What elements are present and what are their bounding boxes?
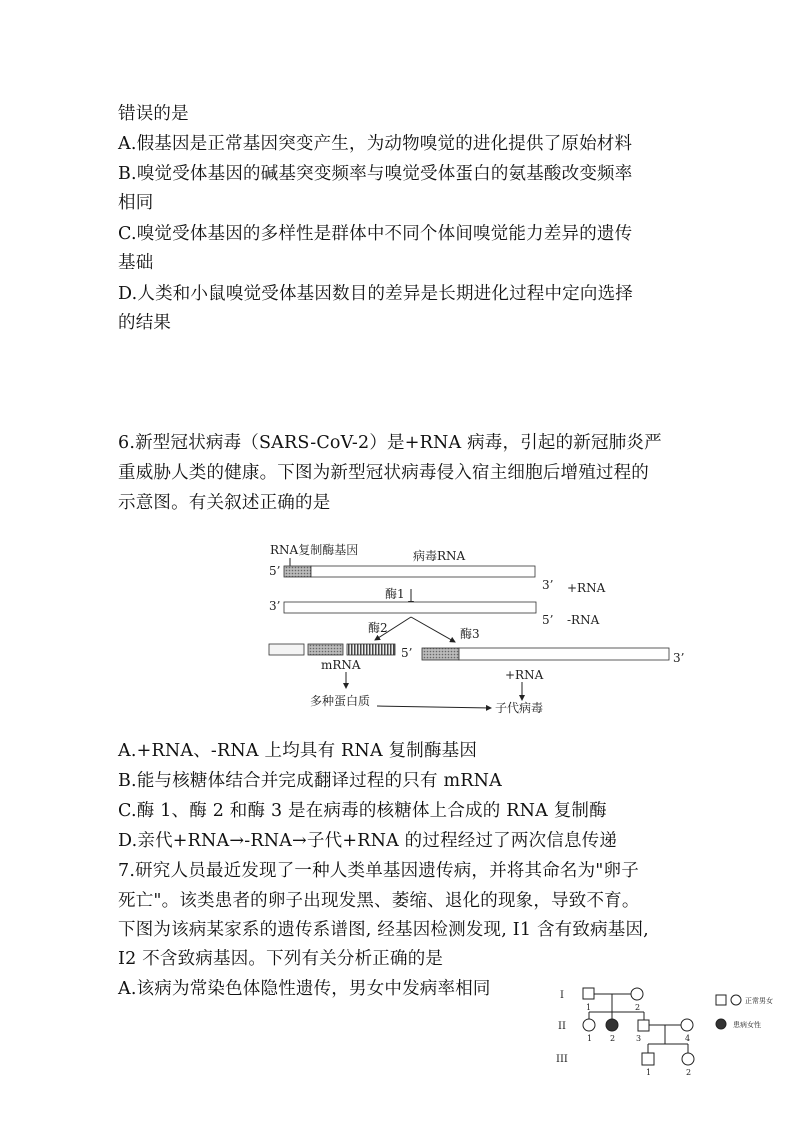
q6-option-b: B.能与核糖体结合并完成翻译过程的只有 mRNA (118, 771, 503, 791)
ii4-number: 4 (685, 1034, 691, 1043)
q5-option-c-cont: 基础 (118, 253, 154, 273)
i2-number: 2 (635, 1003, 641, 1012)
offspring-plus-rna-strand (459, 648, 669, 660)
replicase-gene-segment (284, 566, 311, 577)
i1-number: 1 (586, 1003, 592, 1012)
plus-rna-strand (311, 566, 535, 577)
minus-rna-label: -RNA (567, 613, 600, 627)
iii1-number: 1 (646, 1068, 652, 1077)
legend-affected-text: 患病女性 (733, 1021, 761, 1029)
mrna-segment-3 (347, 644, 395, 655)
minus-rna-3-prime: 3’ (269, 599, 281, 613)
ii4-female (681, 1019, 693, 1031)
proteins-label: 多种蛋白质 (310, 694, 371, 708)
ii2-number: 2 (610, 1034, 616, 1043)
q5-option-b: B.嗅觉受体基因的碱基突变频率与嗅觉受体蛋白的氨基酸改变频率 (118, 164, 633, 184)
enzyme-2-label: 酶2 (368, 621, 388, 635)
ii1-number: 1 (587, 1034, 593, 1043)
iii2-number: 2 (686, 1068, 692, 1077)
q6-option-c: C.酶 1、酶 2 和酶 3 是在病毒的核糖体上合成的 RNA 复制酶 (118, 801, 607, 821)
ii3-number: 3 (636, 1034, 642, 1043)
q6-stem-1: 6.新型冠状病毒（SARS-CoV-2）是+RNA 病毒，引起的新冠肺炎严 (118, 433, 662, 453)
i1-male (583, 988, 594, 999)
ii2-affected-female (606, 1019, 618, 1031)
generation-ii-label: II (558, 1021, 566, 1032)
virus-replication-diagram (255, 530, 705, 720)
q5-option-c: C.嗅觉受体基因的多样性是群体中不同个体间嗅觉能力差异的遗传 (118, 224, 633, 244)
mrna-label: mRNA (321, 658, 361, 672)
q7-option-a: A.该病为常染色体隐性遗传，男女中发病率相同 (118, 979, 491, 999)
plus-rna-bottom-label: +RNA (505, 668, 544, 682)
plus-rna-3-prime: 3’ (542, 578, 554, 592)
offspring-gene-segment (422, 648, 459, 660)
assembly-arrow (377, 706, 491, 708)
q6-stem-3: 示意图。有关叙述正确的是 (118, 493, 331, 513)
pedigree-chart (550, 980, 790, 1080)
q5-option-b-cont: 相同 (118, 193, 154, 213)
legend-male-icon (716, 995, 726, 1005)
legend-normal-text: 正常男女 (745, 997, 773, 1005)
q5-option-a: A.假基因是正常基因突变产生，为动物嗅觉的进化提供了原始材料 (118, 134, 633, 154)
rna-replicase-gene-label: RNA复制酶基因 (270, 543, 359, 557)
q6-option-a: A.+RNA、-RNA 上均具有 RNA 复制酶基因 (118, 741, 478, 761)
iii1-male (642, 1053, 654, 1065)
q6-stem-2: 重威胁人类的健康。下图为新型冠状病毒侵入宿主细胞后增殖过程的 (118, 463, 649, 483)
ii1-female (583, 1019, 595, 1031)
q6-option-d: D.亲代+RNA→-RNA→子代+RNA 的过程经过了两次信息传递 (118, 831, 618, 851)
mrna-segment-1 (269, 644, 304, 655)
legend-female-icon (731, 995, 741, 1005)
q5-lead: 错误的是 (118, 104, 189, 124)
i2-female (631, 988, 643, 1000)
q7-stem-3: 下图为该病某家系的遗传系谱图, 经基因检测发现, I1 含有致病基因, (118, 920, 649, 940)
enzyme-3-arrow (411, 617, 455, 642)
offspring-rna-3-prime: 3’ (673, 651, 685, 665)
generation-i-label: I (560, 990, 564, 1001)
plus-rna-5-prime: 5’ (269, 564, 281, 578)
enzyme-3-label: 酶3 (460, 627, 480, 641)
minus-rna-5-prime: 5’ (542, 613, 554, 627)
enzyme-1-label: 酶1 (385, 587, 405, 601)
mrna-segment-2 (308, 644, 343, 655)
offspring-virus-label: 子代病毒 (495, 701, 544, 715)
generation-iii-label: III (556, 1054, 568, 1065)
minus-rna-strand (284, 602, 536, 613)
q5-option-d-cont: 的结果 (118, 313, 172, 333)
q7-stem-2: 死亡"。该类患者的卵子出现发黑、萎缩、退化的现象，导致不育。 (118, 891, 640, 911)
ii3-male (638, 1020, 649, 1031)
viral-rna-label: 病毒RNA (413, 549, 466, 563)
plus-rna-label: +RNA (567, 581, 606, 595)
iii2-female (682, 1053, 694, 1065)
q7-stem-4: I2 不含致病基因。下列有关分析正确的是 (118, 949, 444, 969)
mrna-5-prime: 5’ (401, 646, 413, 660)
legend-affected-icon (716, 1019, 726, 1029)
q5-option-d: D.人类和小鼠嗅觉受体基因数目的差异是长期进化过程中定向选择 (118, 284, 633, 304)
q7-stem-1: 7.研究人员最近发现了一种人类单基因遗传病，并将其命名为"卵子 (118, 861, 639, 881)
